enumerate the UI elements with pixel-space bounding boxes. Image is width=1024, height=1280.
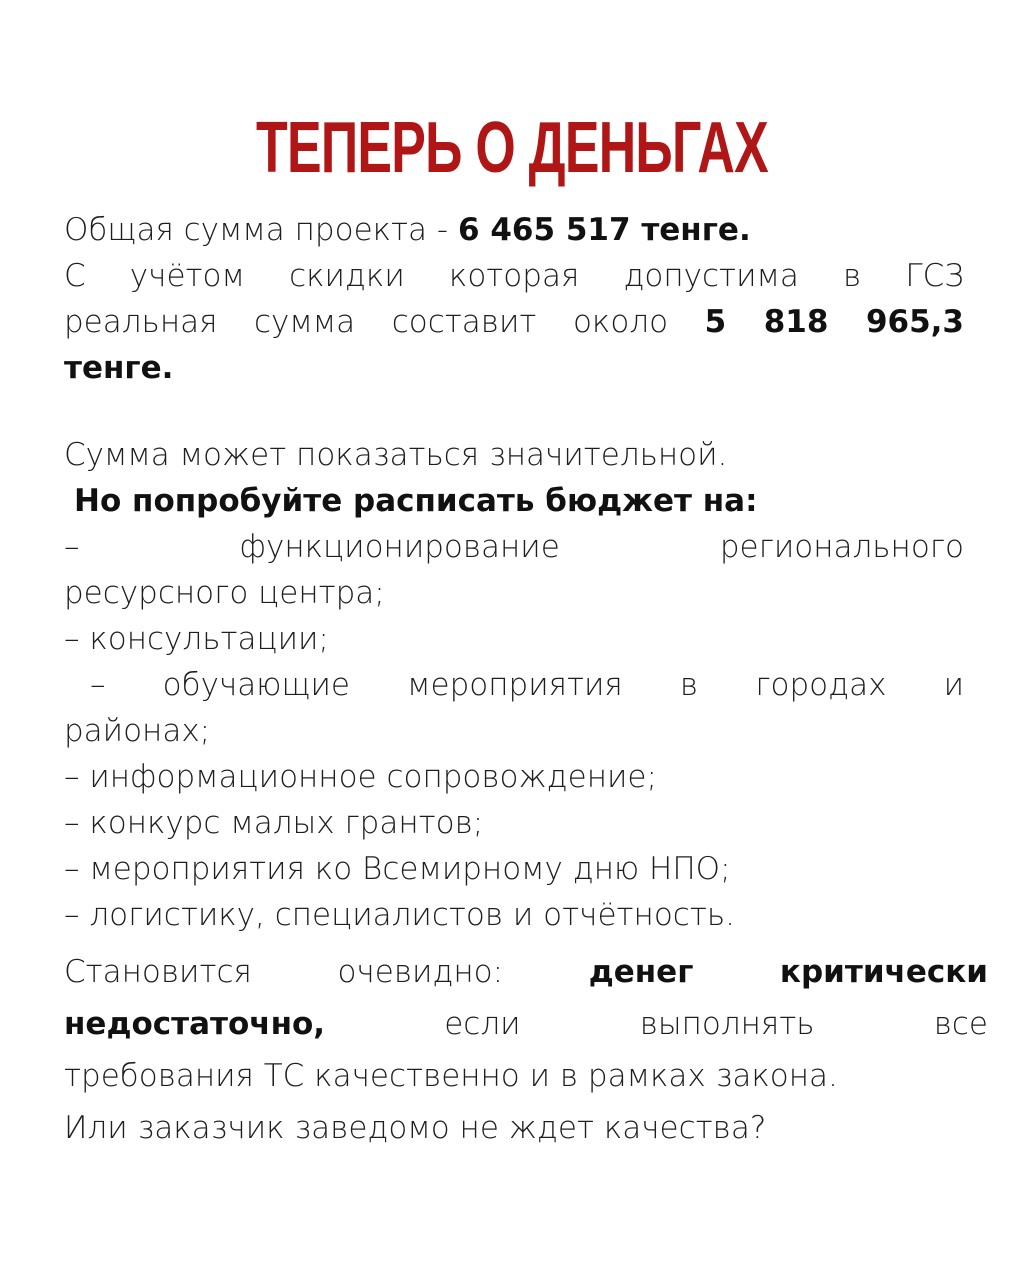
conclusion-emphasis: недостаточно,	[64, 1006, 326, 1042]
budget-paragraph	[64, 432, 964, 938]
text-line: требования ТС качественно и в рамках закона.	[64, 1058, 838, 1094]
text-line	[64, 946, 988, 998]
list-item: – мероприятия ко Всемирному дню НПО;	[64, 851, 731, 887]
conclusion-lead: Становится очевидно:	[64, 954, 589, 990]
closing-question: Или заказчик заведомо не ждет качества?	[64, 1110, 767, 1146]
real-sum-label: реальная сумма составит около	[64, 304, 705, 340]
total-sum-label: Общая сумма проекта -	[64, 212, 458, 248]
conclusion-paragraph	[64, 946, 988, 1154]
page-title: ТЕПЕРЬ О ДЕНЬГАХ	[256, 108, 768, 188]
conclusion-text: если выполнять все	[325, 1006, 988, 1042]
project-sum-paragraph	[64, 207, 964, 391]
text-line: С учётом скидки которая допустима в ГСЗ	[64, 258, 964, 294]
list-item: – обучающие мероприятия в городах и	[90, 667, 964, 703]
conclusion-emphasis: денег критически	[588, 954, 988, 990]
real-sum-currency: тенге.	[64, 350, 174, 386]
list-item: – конкурс малых грантов;	[64, 805, 484, 841]
text-line	[64, 299, 964, 345]
list-item-continuation: ресурсного центра;	[64, 575, 385, 611]
text-line	[64, 998, 988, 1050]
list-item: – логистику, специалистов и отчётность.	[64, 897, 735, 933]
list-item: – информационное сопровождение;	[64, 759, 657, 795]
list-item: – функционирование регионального	[64, 529, 964, 565]
total-sum-value: 6 465 517 тенге.	[457, 212, 751, 248]
list-item-continuation: районах;	[64, 713, 211, 749]
text-line: Сумма может показаться значительной.	[64, 437, 728, 473]
list-item: – консультации;	[64, 621, 329, 657]
budget-heading: Но попробуйте расписать бюджет на:	[74, 483, 758, 519]
text-line	[64, 207, 964, 253]
real-sum-value: 5 818 965,3	[704, 304, 964, 340]
